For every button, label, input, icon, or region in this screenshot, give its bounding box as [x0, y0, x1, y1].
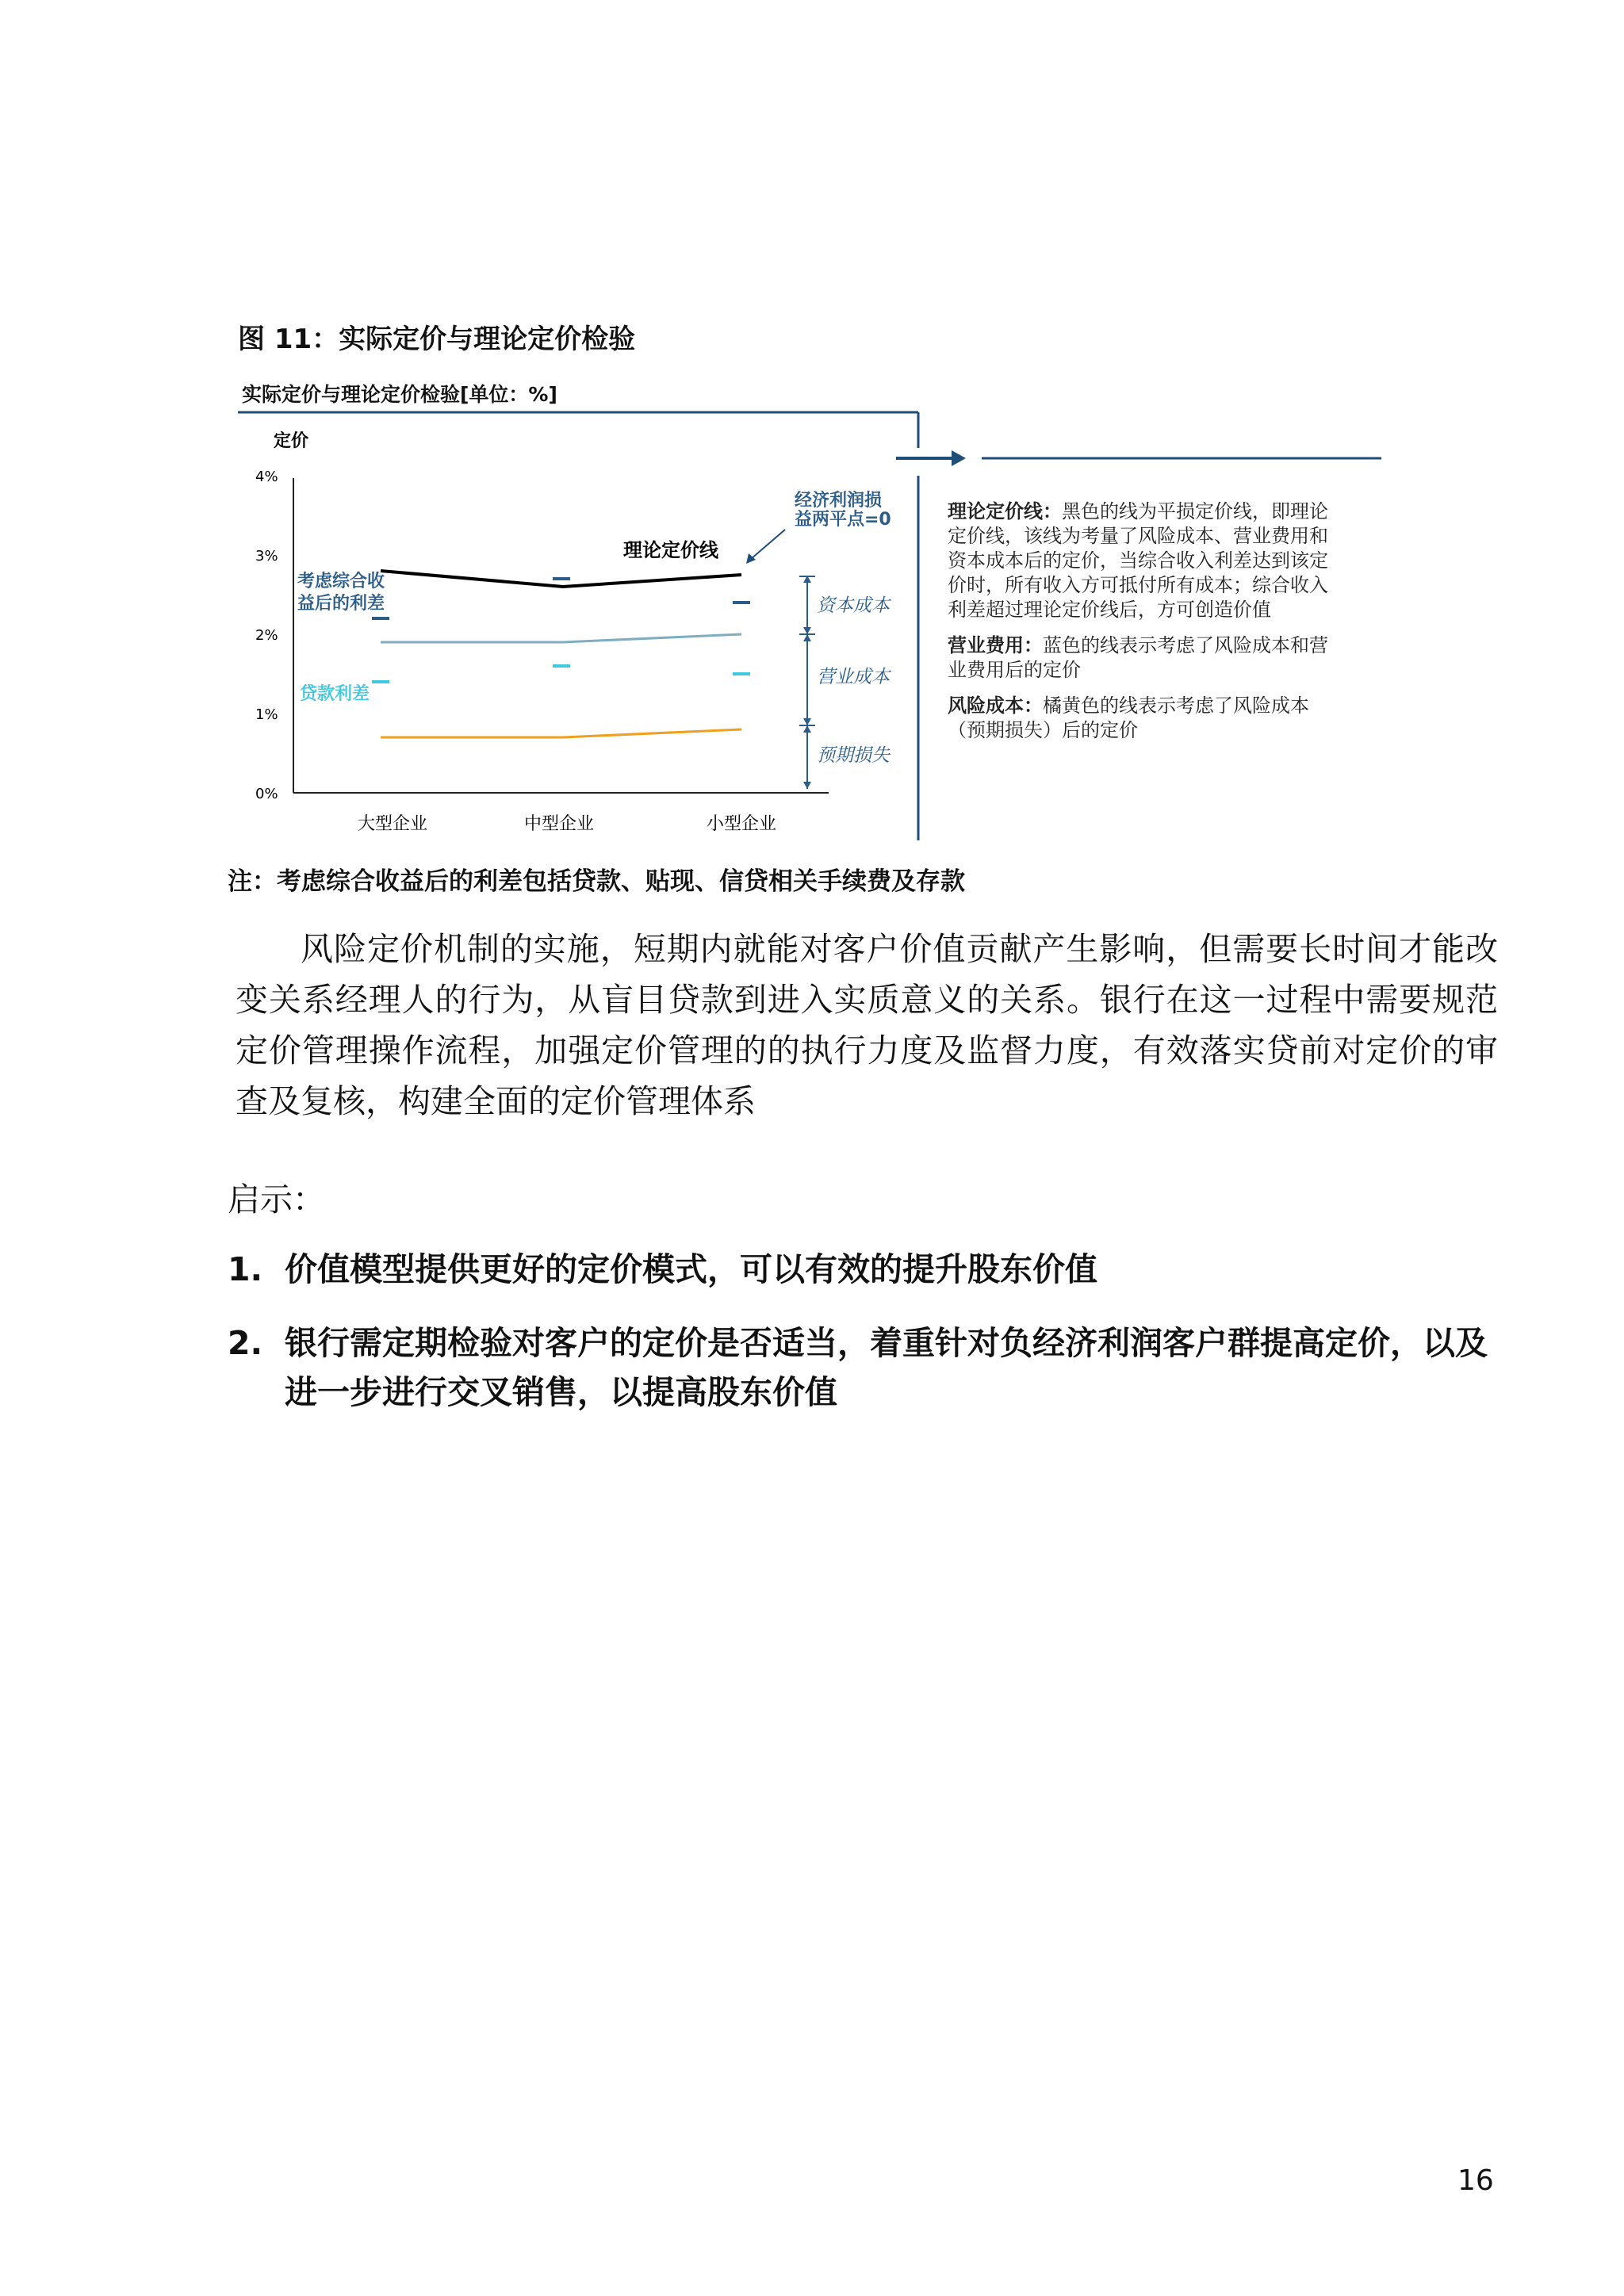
list-item	[228, 1318, 1504, 1422]
body-paragraph: 风险定价机制的实施，短期内就能对客户价值贡献产生影响，但需要长时间才能改变关系经理人的行为，从盲目贷款到进入实质意义的关系。银行在这一过程中需要规范定价管理操作流程，加强定价管理的的执行力度及监督力度，有效落实贷前对定价的审查及复核，构建全面的定价管理体系	[236, 930, 1498, 1120]
legend-item	[948, 499, 1392, 622]
legend-box	[948, 499, 1392, 754]
composite-spread-label-1: 考虑综合收	[297, 572, 385, 591]
x-tick-label: 小型企业	[706, 814, 777, 834]
loan-spread-label: 贷款利差	[300, 684, 370, 704]
legend-item	[948, 633, 1392, 683]
zero-point-label-1: 经济利润损	[795, 491, 883, 511]
legend-line: 理论定价线：黑色的线为平损定价线，即理论	[948, 500, 1328, 522]
figure-note: 注：考虑综合收益后的利差包括贷款、贴现、信贷相关手续费及存款	[228, 867, 965, 896]
y-tick-label: 0%	[255, 786, 278, 802]
bracket-arrow-4-icon	[803, 725, 811, 733]
legend-line: 风险成本：橘黄色的线表示考虑了风险成本	[948, 695, 1309, 717]
legend-line: 价时，所有收入方可抵付所有成本；综合收入	[948, 574, 1328, 596]
pointer-line	[751, 530, 785, 559]
legend-term: 风险成本：	[948, 695, 1043, 717]
series-line	[381, 634, 741, 642]
legend-term: 理论定价线：	[948, 500, 1062, 522]
bracket-arrow-1-icon	[803, 627, 811, 634]
legend-item	[948, 694, 1392, 743]
chart-subtitle: 实际定价与理论定价检验[单位：%]	[242, 383, 557, 406]
y-axis-label: 定价	[274, 431, 309, 451]
legend-line: 定价线，该线为考量了风险成本、营业费用和	[948, 525, 1328, 547]
legend-line: 营业费用：蓝色的线表示考虑了风险成本和营	[948, 634, 1328, 656]
figure-title: 图 11：实际定价与理论定价检验	[238, 323, 636, 355]
bracket-label-operating: 营业成本	[817, 667, 890, 687]
y-tick-label: 2%	[255, 627, 278, 644]
bracket-label-capital: 资本成本	[817, 595, 890, 616]
list-item-text: 银行需定期检验对客户的定价是否适当，着重针对负经济利润客户群提高定价，以及进一步进行交叉销售，以提高股东价值	[285, 1324, 1488, 1411]
cost-brackets	[799, 576, 815, 789]
list-item	[228, 1245, 1504, 1294]
insight-heading: 启示：	[228, 1181, 325, 1219]
arrow-head-icon	[952, 450, 966, 466]
bracket-arrow-2-icon	[803, 634, 811, 641]
legend-line: 业费用后的定价	[948, 659, 1081, 681]
pointer-arrowhead-icon	[746, 553, 756, 564]
series-line	[381, 729, 741, 737]
x-tick-label: 中型企业	[523, 814, 595, 834]
composite-spread-label-2: 益后的利差	[297, 594, 385, 614]
legend-line: 利差超过理论定价线后，方可创造价值	[948, 599, 1271, 621]
bracket-arrow-bottom-icon	[803, 782, 811, 789]
y-tick-label: 3%	[255, 548, 278, 564]
page-number: 16	[1457, 2164, 1494, 2197]
bracket-label-expected-loss: 预期损失	[817, 745, 890, 766]
legend-term: 营业费用：	[948, 634, 1043, 656]
list-item-number: 2.	[228, 1324, 263, 1362]
bracket-arrow-3-icon	[803, 718, 811, 725]
zero-point-label-2: 益两平点=0	[795, 510, 891, 530]
list-item-text: 价值模型提供更好的定价模式，可以有效的提升股东价值	[285, 1250, 1097, 1288]
list-item-number: 1.	[228, 1250, 263, 1288]
y-tick-label: 1%	[255, 706, 278, 723]
theory-line-label: 理论定价线	[623, 539, 718, 561]
legend-line: （预期损失）后的定价	[948, 719, 1138, 741]
x-tick-label: 大型企业	[357, 814, 428, 834]
y-tick-label: 4%	[255, 469, 278, 485]
legend-line: 资本成本后的定价，当综合收入利差达到该定	[948, 549, 1328, 572]
